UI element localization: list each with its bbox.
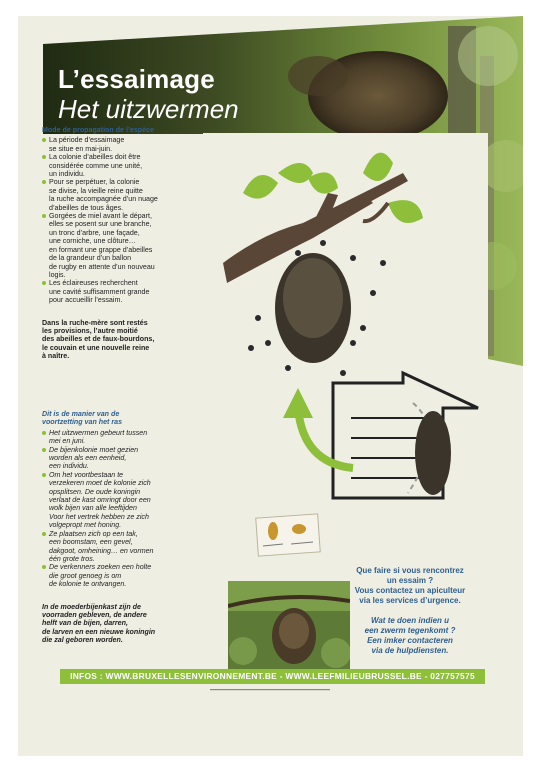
title-dutch: Het uitzwermen: [58, 94, 239, 124]
nl-paragraph: In de moederbijenkast zijn de voorraden gebleven, de andere helft van de bijen, darren, de larven en een nieuwe koningin die zal geboren worden.: [42, 602, 156, 645]
nl-section-heading: Dit is de manier van de voortzetting van het ras: [42, 410, 123, 427]
list-item: La colonie d’abeilles doit être considérée comme une unité, un individu.: [42, 153, 192, 178]
list-item: La période d’essaimage se situe en mai-juin.: [42, 136, 192, 153]
list-item: Gorgées de miel avant le départ, elles se posent sur une branche, un tronc d’arbre, une façade, une corniche, une clôture… en formant une grappe d’abeilles de la grandeur d’un ballon de rugby en attente d’un nouveau logis.: [42, 212, 192, 279]
list-item: Ze plaatsen zich op een tak, een boomstam, een gevel, dakgoot, omheining… en vormen één grote tros.: [42, 530, 192, 564]
fr-paragraph: Dans la ruche-mère sont restés les provisions, l’autre moitié des abeilles et de faux-bourdons, le couvain et une nouvelle reine à naître.: [42, 318, 155, 361]
swarm-on-branch-photo: [228, 581, 350, 671]
list-item: De bijenkolonie moet gezien worden als een eenheid, een individu.: [42, 446, 192, 471]
encounter-advice: [340, 566, 480, 656]
list-item: Les éclaireuses recherchent une cavité suffisamment grande pour accueillir l’essaim.: [42, 279, 192, 304]
list-item: Het uitzwermen gebeurt tussen mei en juni.: [42, 429, 192, 446]
swarm-illustration: [203, 133, 488, 503]
list-item: De verkenners zoeken een holte die groot genoeg is om de kolonie te ontvangen.: [42, 563, 192, 588]
info-bar: INFOS : WWW.BRUXELLESENVIRONNEMENT.BE - WWW.LEEFMILIEUBRUSSEL.BE - 027757575: [60, 669, 485, 684]
list-item: Pour se perpétuer, la colonie se divise, la vieille reine quitte la ruche accompagnée d’un nuage d’abeilles de tous âges.: [42, 178, 192, 212]
fr-section-heading: Mode de propagation de l’espèce: [42, 126, 154, 134]
fr-bullet-list: [42, 136, 192, 304]
french-text-column: [42, 126, 192, 361]
encounter-dutch: Wat te doen indien u een zwerm tegenkomt ? Een imker contacteren via de hulpdiensten.: [364, 616, 456, 655]
nl-bullet-list: [42, 429, 192, 589]
bee-identification-card: [255, 513, 321, 558]
title-french: L’essaimage: [58, 64, 215, 94]
encounter-french: Que faire si vous rencontrez un essaim ? Vous contactez un apiculteur via les services d’urgence.: [354, 566, 466, 605]
poster-title: [58, 64, 239, 124]
list-item: Om het voortbestaan te verzekeren moet de kolonie zich opsplitsen. De oude koningin verlaat de kast omringt door een wolk bijen van alle leeftijden Voor het vertrek hebben ze zich volgepropt met honing.: [42, 471, 192, 530]
dutch-text-column: [42, 410, 192, 645]
credit-line: [210, 688, 330, 691]
